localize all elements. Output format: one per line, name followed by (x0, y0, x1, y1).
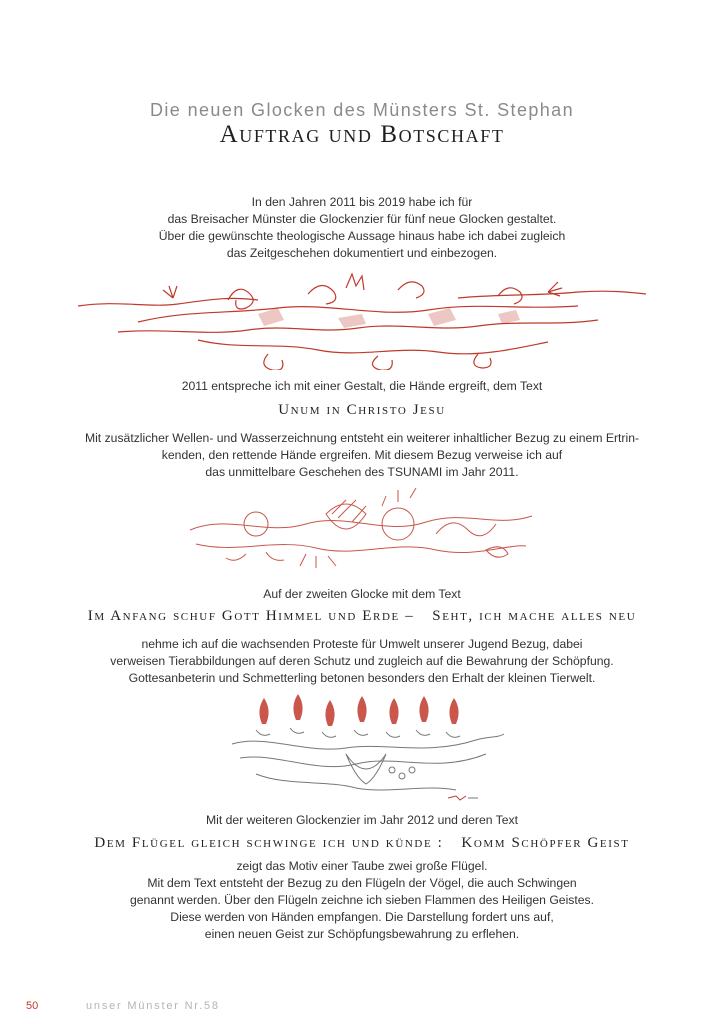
section3-line: einen neuen Geist zur Schöpfungsbewahrung zu erflehen. (204, 927, 520, 941)
band-line (190, 516, 532, 530)
signature-mark (448, 796, 478, 800)
ornament-band-animals (186, 484, 536, 574)
section3-line: Diese werden von Händen empfangen. Die Darstellung fordert uns auf, (170, 910, 554, 924)
wave-line (78, 298, 258, 306)
intro-line: das Zeitgeschehen dokumentiert und einbezogen. (226, 246, 498, 260)
wave-curl (474, 354, 491, 368)
wave-line (458, 291, 646, 298)
figure-head (346, 274, 364, 290)
animal-sketch (244, 512, 268, 536)
intro-line: Über die gewünschte theologische Aussage hinaus habe ich dabei zugleich (158, 229, 566, 243)
section3-lead: Mit der weiteren Glockenzier im Jahr 2012 und deren Text (205, 813, 519, 827)
section3-line: zeigt das Motiv einer Taube zwei große Flügel. (236, 859, 488, 873)
band-line (196, 544, 526, 552)
section3-motto-b: Komm Schöpfer Geist (461, 835, 630, 851)
section2-line: nehme ich auf die wachsenden Proteste für Umwelt unserer Jugend Bezug, dabei (141, 637, 583, 651)
sun-face-sketch (382, 508, 414, 540)
hands-and-wings (232, 728, 504, 790)
sun-rays (382, 488, 416, 506)
section1-line: kenden, den rettende Hände ergreifen. Mit diesem Bezug verweise ich auf (161, 448, 563, 462)
section3-line: Mit dem Text entsteht der Bezug zu den Flügeln der Vögel, die auch Schwingen (147, 876, 577, 890)
drawing-flames-hands-dove (226, 694, 506, 806)
section1-motto: Unum in Christo Jesu (278, 402, 446, 418)
lizard-sketch (436, 523, 496, 536)
section1-line: das unmittelbare Geschehen des TSUNAMI im Jahr 2011. (205, 465, 519, 479)
intro-paragraph (40, 194, 684, 262)
section2-lead: Auf der zweiten Glocke mit dem Text (263, 587, 461, 601)
section1-lead: 2011 entspreche ich mit einer Gestalt, die Hände ergreift, dem Text (181, 379, 543, 393)
wave-line (198, 340, 548, 354)
section2-motto (20, 608, 704, 625)
wave-curl (372, 356, 392, 370)
animal-sketch (226, 552, 284, 560)
page-number: 50 (26, 1000, 39, 1012)
section2-line: verweisen Tierabbildungen auf deren Schutz und zugleich auf die Bewahrung der Schöpfung. (110, 654, 614, 668)
magazine-name: unser Münster Nr.58 (86, 1000, 220, 1012)
shaded-shape (338, 314, 366, 328)
ornament-band-hands-waves (78, 270, 648, 370)
page-title: Auftrag und Botschaft (219, 121, 505, 148)
plant-sketch (300, 554, 336, 568)
section3-paragraph (40, 858, 684, 943)
section2-motto-b: Seht, ich mache alles neu (432, 608, 637, 624)
shaded-shape (258, 308, 284, 326)
hand-sketch (163, 286, 177, 298)
shell-sketch (326, 504, 366, 529)
section1-paragraph (40, 430, 684, 481)
wave-curl (398, 282, 424, 298)
section3-line: genannt werden. Über den Flügeln zeichne ich sieben Flammen des Heiligen Geistes. (129, 893, 595, 907)
section2-motto-a: Im Anfang schuf Gott Himmel und Erde – (87, 608, 415, 624)
shell-sketch (332, 500, 366, 522)
page-supertitle: Die neuen Glocken des Münsters St. Stephan (149, 100, 574, 120)
wave-curl (308, 285, 336, 304)
section2-line: Gottesanbeterin und Schmetterling betonen besonders den Erhalt der kleinen Tierwelt. (128, 671, 596, 685)
section3-motto-a: Dem Flügel gleich schwinge ich und künde : (94, 835, 444, 851)
intro-line: das Breisacher Münster die Glockenzier für fünf neue Glocken gestaltet. (167, 212, 557, 226)
section1-line: Mit zusätzlicher Wellen- und Wasserzeichnung entsteht ein weiterer inhaltlicher Bezug zu einem Ertrin- (84, 431, 640, 445)
fruit-sketch (486, 547, 508, 557)
wave-curl (264, 354, 283, 370)
section2-paragraph (40, 636, 684, 687)
section3-motto (20, 835, 704, 852)
shaded-shape (428, 308, 456, 326)
shaded-shape (498, 310, 520, 324)
flames (259, 694, 458, 726)
intro-line: In den Jahren 2011 bis 2019 habe ich für (251, 195, 473, 209)
